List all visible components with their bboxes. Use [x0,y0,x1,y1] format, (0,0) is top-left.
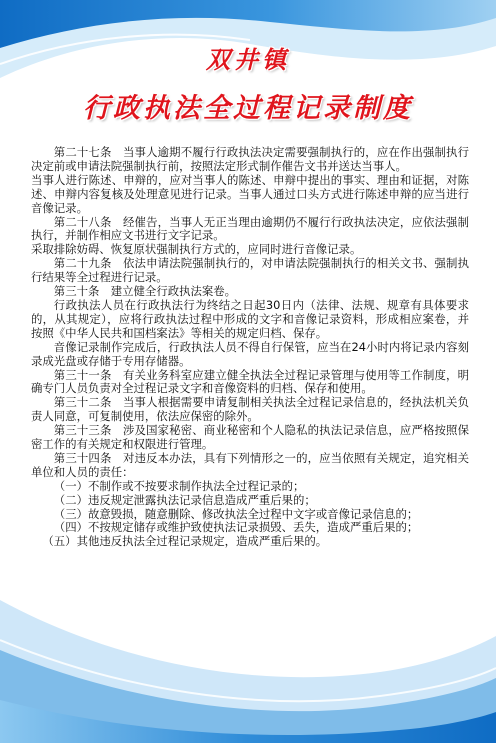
list-item: （二）违反规定泄露执法记录信息造成严重后果的； [53,492,316,507]
paragraph: 音像记录制作完成后，行政执法人员不得自行保管，应当在24小时内将记录内容刻录成光盘或存储于专用存储器。 [31,339,469,368]
list-item: （一）不制作或不按要求制作执法全过程记录的； [53,478,305,493]
paragraph: 第三十四条 对违反本办法，具有下列情形之一的，应当依照有关规定，追究相关单位和人员的责任： [31,450,469,479]
paragraph: 第二十九条 依法申请法院强制执行的，对申请法院强制执行的相关文书、强制执行结果等全过程进行记录。 [31,256,469,285]
paragraph: 第三十条 建立健全行政执法案卷。 [53,284,237,299]
paragraph: 第三十一条 有关业务科室应建立健全执法全过程记录管理与使用等工作制度，明确专门人员负责对全过程记录文字和音像资料的归档、保存和使用。 [31,367,469,396]
title-town: 双井镇 [206,45,290,74]
regulation-body [31,146,469,549]
list-item: （五）其他违反执法全过程记录规定，造成严重后果的。 [42,534,328,549]
paragraph: 第二十七条 当事人逾期不履行行政执法决定需要强制执行的，应在作出强制执行决定前或申请法院强制执行前，按照法定形式制作催告文书并送达当事人。 [31,145,469,173]
paragraph: 采取排除妨碍、恢复原状强制执行方式的，应同时进行音像记录。 [31,242,362,257]
list-item: （四）不按规定储存或维护致使执法记录损毁、丢失，造成严重后果的； [53,520,419,535]
paragraph: 第三十三条 涉及国家秘密、商业秘密和个人隐私的执法记录信息，应严格按照保密工作的有关规定和权限进行管理。 [31,423,469,452]
paragraph: 行政执法人员在行政执法行为终结之日起30日内（法律、法规、规章有具体要求的，从其规定），应将行政执法过程中形成的文字和音像记录资料，形成相应案卷，并按照《中华人民共和国档案法》等相关的规定归档、保存。 [31,297,469,340]
paragraph: 第三十二条 当事人根据需要申请复制相关执法全过程记录信息的，经执法机关负责人同意，可复制使用，依法应保密的除外。 [31,395,469,424]
list-item: （三）故意毁损，随意删除、修改执法全过程中文字或音像记录信息的； [53,506,419,521]
title-regulation: 行政执法全过程记录制度 [83,93,413,124]
paragraph: 当事人进行陈述、申辩的，应对当事人的陈述、申辩中提出的事实、理由和证据，对陈述、申辩内容复核及处理意见进行记录。当事人通过口头方式进行陈述申辩的应当进行音像记录。 [31,172,469,215]
paragraph: 第二十八条 经催告，当事人无正当理由逾期仍不履行行政执法决定，应依法强制执行，并制作相应文书进行文字记录。 [31,214,469,243]
